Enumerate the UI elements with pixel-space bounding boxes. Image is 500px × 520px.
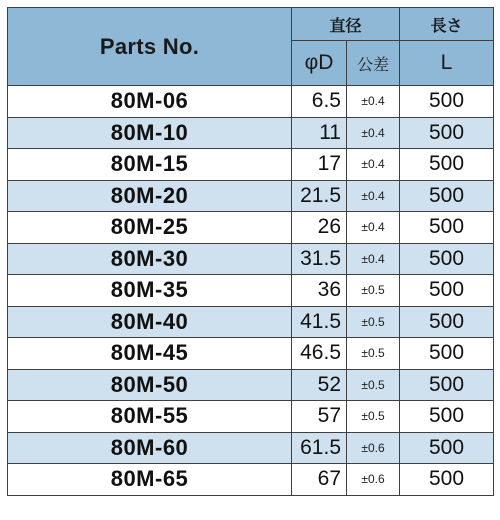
tolerance-cell: ±0.5 bbox=[347, 369, 400, 401]
diameter-cell: 17 bbox=[292, 149, 347, 181]
table-row bbox=[8, 117, 494, 149]
table-header bbox=[8, 8, 494, 86]
length-cell: 500 bbox=[400, 212, 494, 244]
part-number-cell: 80M-50 bbox=[8, 369, 292, 401]
part-number-cell: 80M-40 bbox=[8, 306, 292, 338]
length-cell: 500 bbox=[400, 464, 494, 496]
table-row bbox=[8, 243, 494, 275]
table-row bbox=[8, 369, 494, 401]
phi-d-header: φD bbox=[292, 41, 347, 86]
diameter-cell: 67 bbox=[292, 464, 347, 496]
tolerance-cell: ±0.4 bbox=[347, 149, 400, 181]
parts-spec-table bbox=[7, 7, 494, 496]
length-cell: 500 bbox=[400, 275, 494, 307]
tolerance-cell: ±0.4 bbox=[347, 212, 400, 244]
length-header: L bbox=[400, 41, 494, 86]
diameter-group-header: 直径 bbox=[292, 8, 400, 41]
diameter-cell: 21.5 bbox=[292, 180, 347, 212]
tolerance-cell: ±0.5 bbox=[347, 338, 400, 370]
table-row bbox=[8, 275, 494, 307]
part-number-cell: 80M-10 bbox=[8, 117, 292, 149]
diameter-cell: 61.5 bbox=[292, 432, 347, 464]
tolerance-cell: ±0.4 bbox=[347, 86, 400, 118]
length-cell: 500 bbox=[400, 243, 494, 275]
length-cell: 500 bbox=[400, 401, 494, 433]
table-row bbox=[8, 180, 494, 212]
parts-no-header: Parts No. bbox=[8, 8, 292, 86]
table-row bbox=[8, 432, 494, 464]
diameter-cell: 52 bbox=[292, 369, 347, 401]
tolerance-cell: ±0.4 bbox=[347, 243, 400, 275]
part-number-cell: 80M-06 bbox=[8, 86, 292, 118]
tolerance-header: 公差 bbox=[347, 41, 400, 86]
length-cell: 500 bbox=[400, 149, 494, 181]
part-number-cell: 80M-20 bbox=[8, 180, 292, 212]
table-row bbox=[8, 212, 494, 244]
length-cell: 500 bbox=[400, 369, 494, 401]
tolerance-cell: ±0.6 bbox=[347, 432, 400, 464]
tolerance-cell: ±0.6 bbox=[347, 464, 400, 496]
diameter-cell: 26 bbox=[292, 212, 347, 244]
table-row bbox=[8, 464, 494, 496]
diameter-cell: 46.5 bbox=[292, 338, 347, 370]
header-row-top bbox=[8, 8, 494, 41]
table-row bbox=[8, 86, 494, 118]
table-row bbox=[8, 338, 494, 370]
diameter-cell: 41.5 bbox=[292, 306, 347, 338]
length-cell: 500 bbox=[400, 306, 494, 338]
tolerance-cell: ±0.4 bbox=[347, 117, 400, 149]
length-group-header: 長さ bbox=[400, 8, 494, 41]
part-number-cell: 80M-15 bbox=[8, 149, 292, 181]
length-cell: 500 bbox=[400, 180, 494, 212]
part-number-cell: 80M-60 bbox=[8, 432, 292, 464]
part-number-cell: 80M-30 bbox=[8, 243, 292, 275]
diameter-cell: 11 bbox=[292, 117, 347, 149]
table-row bbox=[8, 401, 494, 433]
part-number-cell: 80M-35 bbox=[8, 275, 292, 307]
part-number-cell: 80M-45 bbox=[8, 338, 292, 370]
diameter-cell: 31.5 bbox=[292, 243, 347, 275]
table-body bbox=[8, 86, 494, 496]
parts-table-container bbox=[7, 7, 494, 496]
tolerance-cell: ±0.4 bbox=[347, 180, 400, 212]
diameter-cell: 57 bbox=[292, 401, 347, 433]
length-cell: 500 bbox=[400, 117, 494, 149]
tolerance-cell: ±0.5 bbox=[347, 275, 400, 307]
part-number-cell: 80M-25 bbox=[8, 212, 292, 244]
tolerance-cell: ±0.5 bbox=[347, 306, 400, 338]
length-cell: 500 bbox=[400, 338, 494, 370]
part-number-cell: 80M-65 bbox=[8, 464, 292, 496]
table-row bbox=[8, 149, 494, 181]
length-cell: 500 bbox=[400, 86, 494, 118]
diameter-cell: 36 bbox=[292, 275, 347, 307]
part-number-cell: 80M-55 bbox=[8, 401, 292, 433]
tolerance-cell: ±0.5 bbox=[347, 401, 400, 433]
diameter-cell: 6.5 bbox=[292, 86, 347, 118]
length-cell: 500 bbox=[400, 432, 494, 464]
table-row bbox=[8, 306, 494, 338]
